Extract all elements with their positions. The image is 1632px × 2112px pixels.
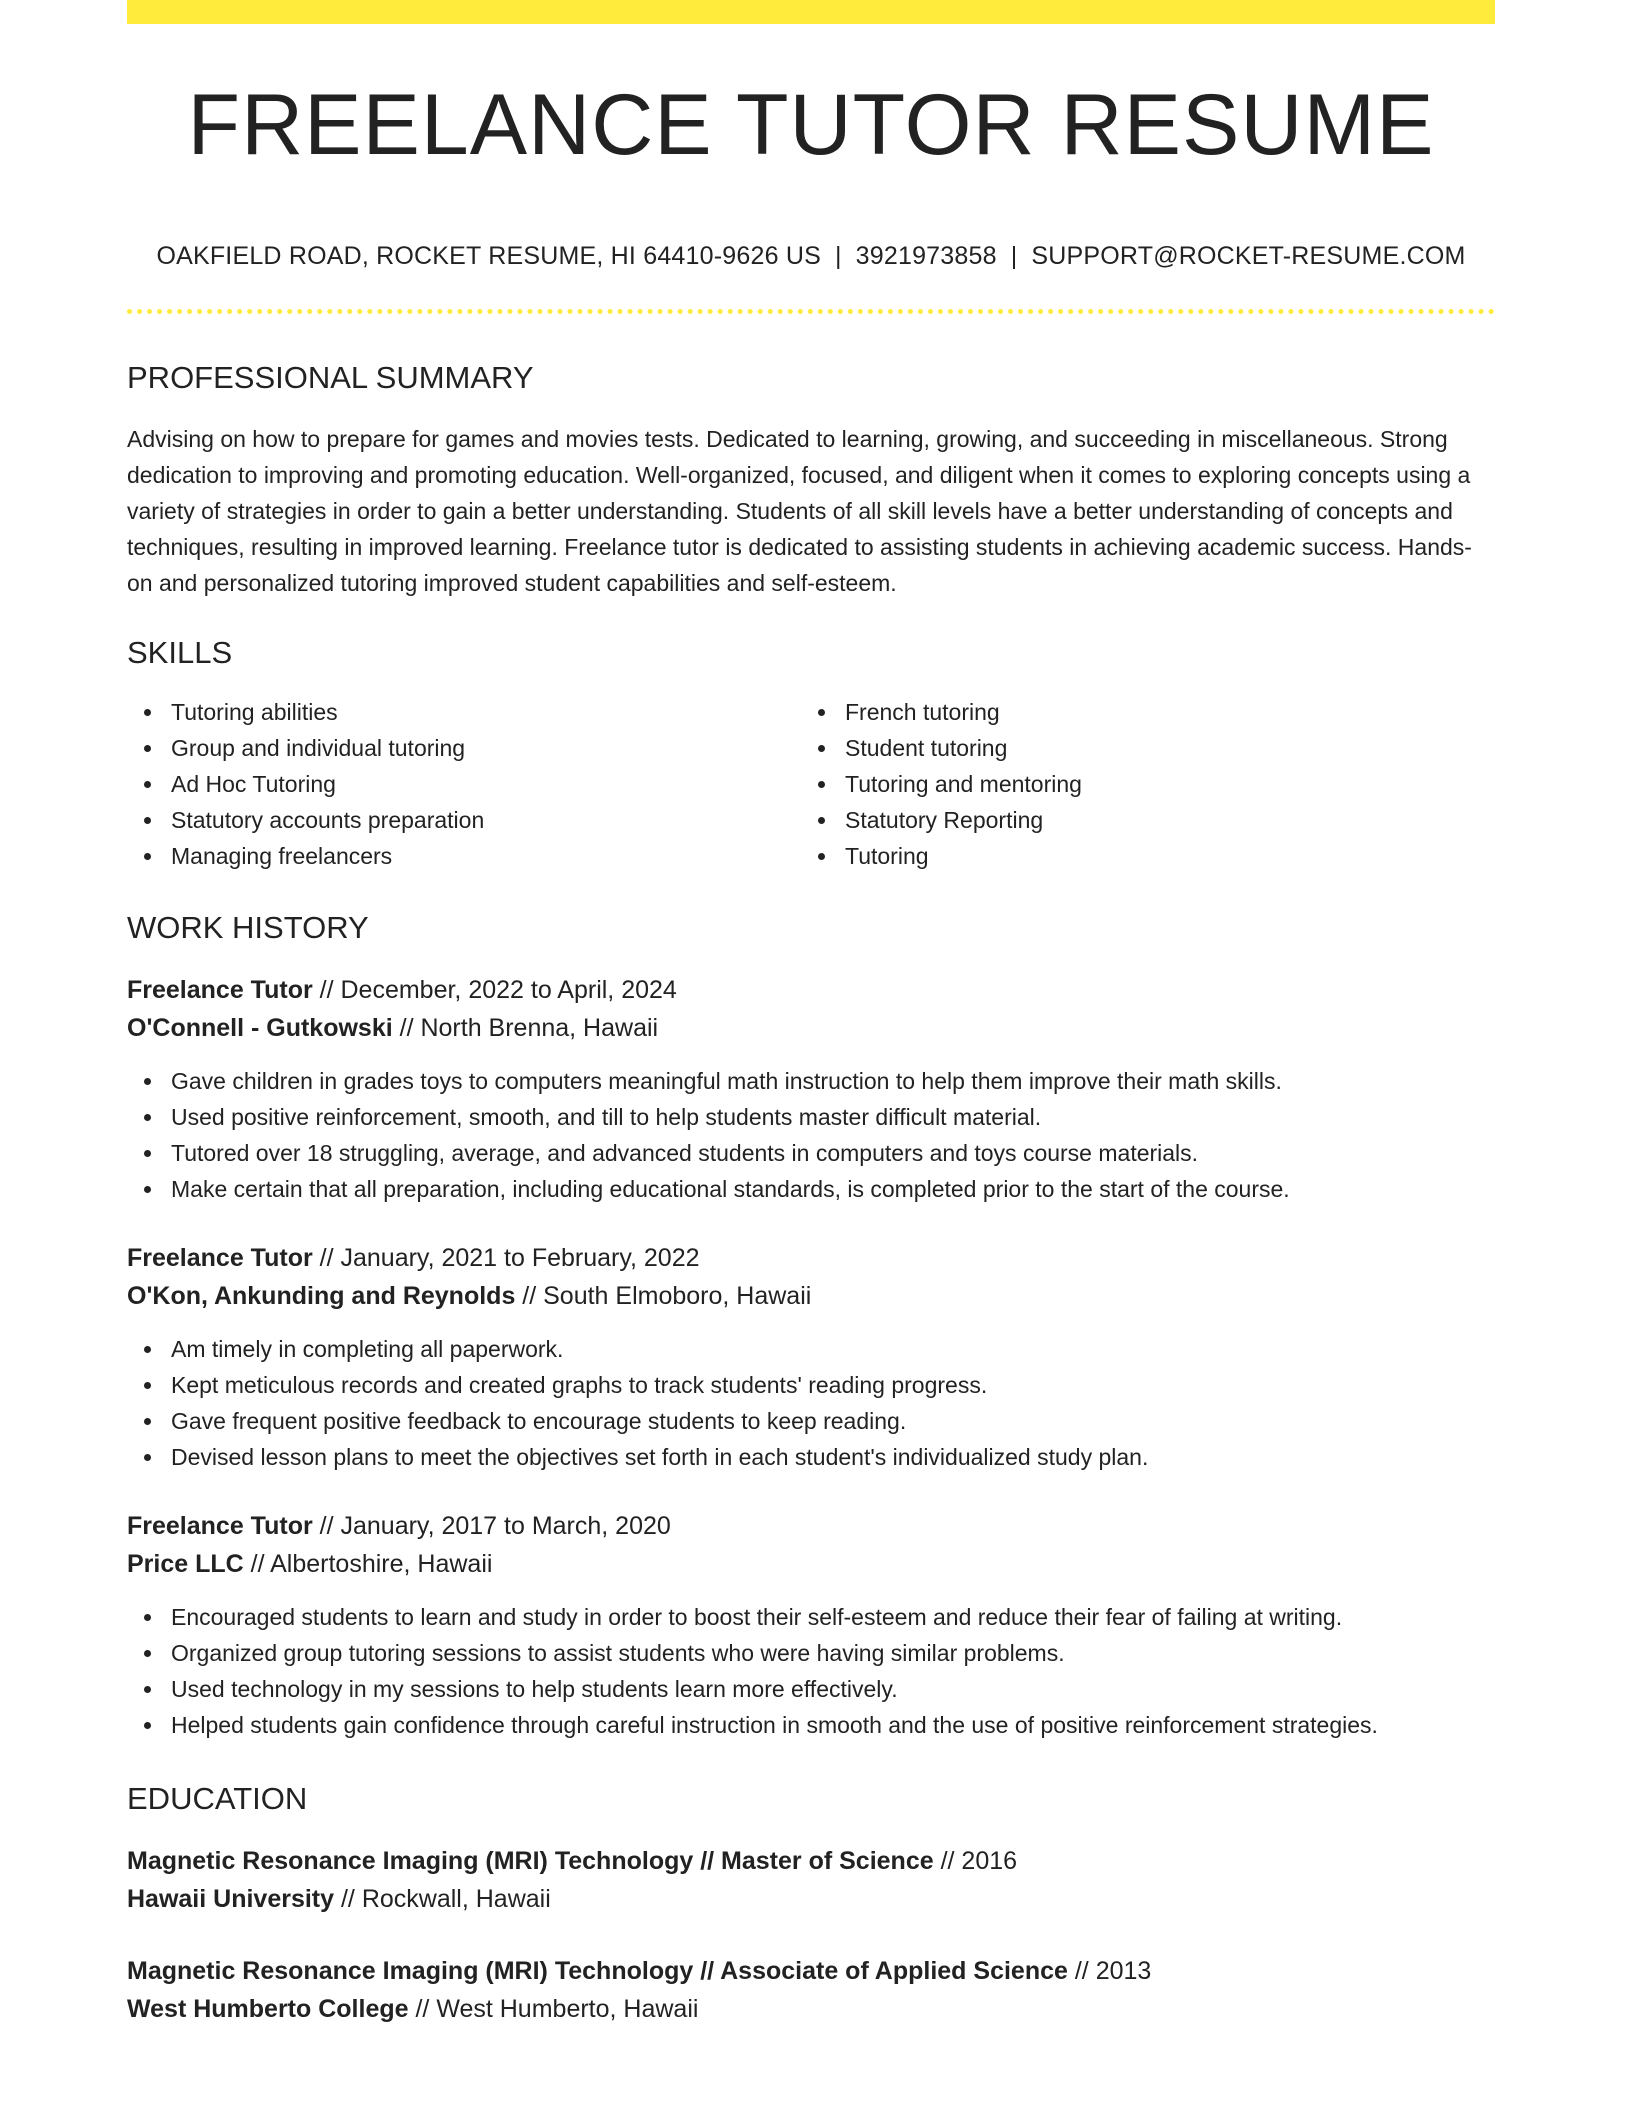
resume-page (127, 0, 1495, 2028)
job-bullet: Used positive reinforcement, smooth, and till to help students master difficult material. (171, 1099, 1495, 1135)
job-location: // Albertoshire, Hawaii (243, 1550, 493, 1578)
job-bullets (127, 1063, 1495, 1207)
job-entry (127, 971, 1495, 1207)
skills-column-left (127, 694, 801, 874)
skill-item: Tutoring abilities (171, 694, 801, 730)
job-title-line (127, 1239, 1495, 1277)
skill-item: French tutoring (845, 694, 1475, 730)
education-degree-line (127, 1952, 1495, 1990)
skill-item: Tutoring (845, 838, 1475, 874)
education-year: // 2016 (933, 1847, 1018, 1875)
job-dates: // January, 2017 to March, 2020 (312, 1512, 671, 1540)
education-entry (127, 1952, 1495, 2028)
work-history-heading: WORK HISTORY (127, 910, 369, 945)
education-degree: Magnetic Resonance Imaging (MRI) Technology // Master of Science (127, 1847, 934, 1875)
job-company: Price LLC (127, 1550, 244, 1578)
skill-item: Group and individual tutoring (171, 730, 801, 766)
job-title: Freelance Tutor (127, 976, 313, 1004)
education-degree: Magnetic Resonance Imaging (MRI) Technology // Associate of Applied Science (127, 1957, 1068, 1985)
job-dates: // January, 2021 to February, 2022 (312, 1244, 700, 1272)
education-school: West Humberto College (127, 1995, 409, 2023)
dotted-divider (127, 309, 1495, 314)
job-title: Freelance Tutor (127, 1512, 313, 1540)
skill-item: Managing freelancers (171, 838, 801, 874)
skill-item: Student tutoring (845, 730, 1475, 766)
job-bullet: Gave frequent positive feedback to encourage students to keep reading. (171, 1403, 1495, 1439)
job-title-line (127, 971, 1495, 1009)
job-title: Freelance Tutor (127, 1244, 313, 1272)
contact-phone: 3921973858 (855, 242, 997, 270)
job-title-line (127, 1507, 1495, 1545)
job-bullet: Helped students gain confidence through careful instruction in smooth and the use of positive reinforcement strategies. (171, 1707, 1495, 1743)
job-bullet: Used technology in my sessions to help students learn more effectively. (171, 1671, 1495, 1707)
skill-item: Statutory accounts preparation (171, 802, 801, 838)
job-bullet: Organized group tutoring sessions to assist students who were having similar problems. (171, 1635, 1495, 1671)
job-company-line (127, 1545, 1495, 1583)
job-bullet: Am timely in completing all paperwork. (171, 1331, 1495, 1367)
job-bullet: Kept meticulous records and created graphs to track students' reading progress. (171, 1367, 1495, 1403)
education-location: // Rockwall, Hawaii (334, 1885, 551, 1913)
education-degree-line (127, 1842, 1495, 1880)
job-bullet: Gave children in grades toys to computers meaningful math instruction to help them improve their math skills. (171, 1063, 1495, 1099)
job-bullet: Encouraged students to learn and study in order to boost their self-esteem and reduce their fear of failing at writing. (171, 1599, 1495, 1635)
job-company: O'Kon, Ankunding and Reynolds (127, 1282, 516, 1310)
job-bullets (127, 1331, 1495, 1475)
job-dates: // December, 2022 to April, 2024 (312, 976, 677, 1004)
education-school-line (127, 1880, 1495, 1918)
contact-line (127, 242, 1495, 271)
job-bullet: Make certain that all preparation, including educational standards, is completed prior to the start of the course. (171, 1171, 1495, 1207)
summary-text: Advising on how to prepare for games and movies tests. Dedicated to learning, growing, and succeeding in miscellaneous. Strong dedication to improving and promoting education. Well-organized, focused, and diligent when it comes to exploring concepts using a variety of strategies in order to gain a better understanding. Students of all skill levels have a better understanding of concepts and techniques, resulting in improved learning. Freelance tutor is dedicated to assisting students in achieving academic success. Hands-on and personalized tutoring improved student capabilities and self-esteem. (127, 426, 1472, 596)
job-company-line (127, 1277, 1495, 1315)
contact-separator: | (1010, 242, 1018, 270)
job-entry (127, 1507, 1495, 1743)
job-bullets (127, 1599, 1495, 1743)
education-entry (127, 1842, 1495, 1918)
accent-top-bar (127, 0, 1495, 24)
skills-heading: SKILLS (127, 635, 233, 670)
job-bullet: Devised lesson plans to meet the objectives set forth in each student's individualized study plan. (171, 1439, 1495, 1475)
skill-item: Statutory Reporting (845, 802, 1475, 838)
education-location: // West Humberto, Hawaii (408, 1995, 699, 2023)
job-company-line (127, 1009, 1495, 1047)
contact-address: OAKFIELD ROAD, ROCKET RESUME, HI 64410-9626 US (156, 242, 821, 270)
contact-separator: | (834, 242, 842, 270)
skill-item: Tutoring and mentoring (845, 766, 1475, 802)
job-location: // South Elmoboro, Hawaii (515, 1282, 812, 1310)
education-school: Hawaii University (127, 1885, 335, 1913)
job-location: // North Brenna, Hawaii (392, 1014, 659, 1042)
summary-heading: PROFESSIONAL SUMMARY (127, 360, 534, 395)
education-school-line (127, 1990, 1495, 2028)
education-heading: EDUCATION (127, 1781, 308, 1816)
job-company: O'Connell - Gutkowski (127, 1014, 393, 1042)
job-entry (127, 1239, 1495, 1475)
skills-column-right (801, 694, 1475, 874)
contact-email: SUPPORT@ROCKET-RESUME.COM (1031, 242, 1466, 270)
skill-item: Ad Hoc Tutoring (171, 766, 801, 802)
education-year: // 2013 (1067, 1957, 1152, 1985)
resume-title: FREELANCE TUTOR RESUME (187, 77, 1435, 173)
skills-list (127, 694, 1495, 874)
job-bullet: Tutored over 18 struggling, average, and advanced students in computers and toys course materials. (171, 1135, 1495, 1171)
